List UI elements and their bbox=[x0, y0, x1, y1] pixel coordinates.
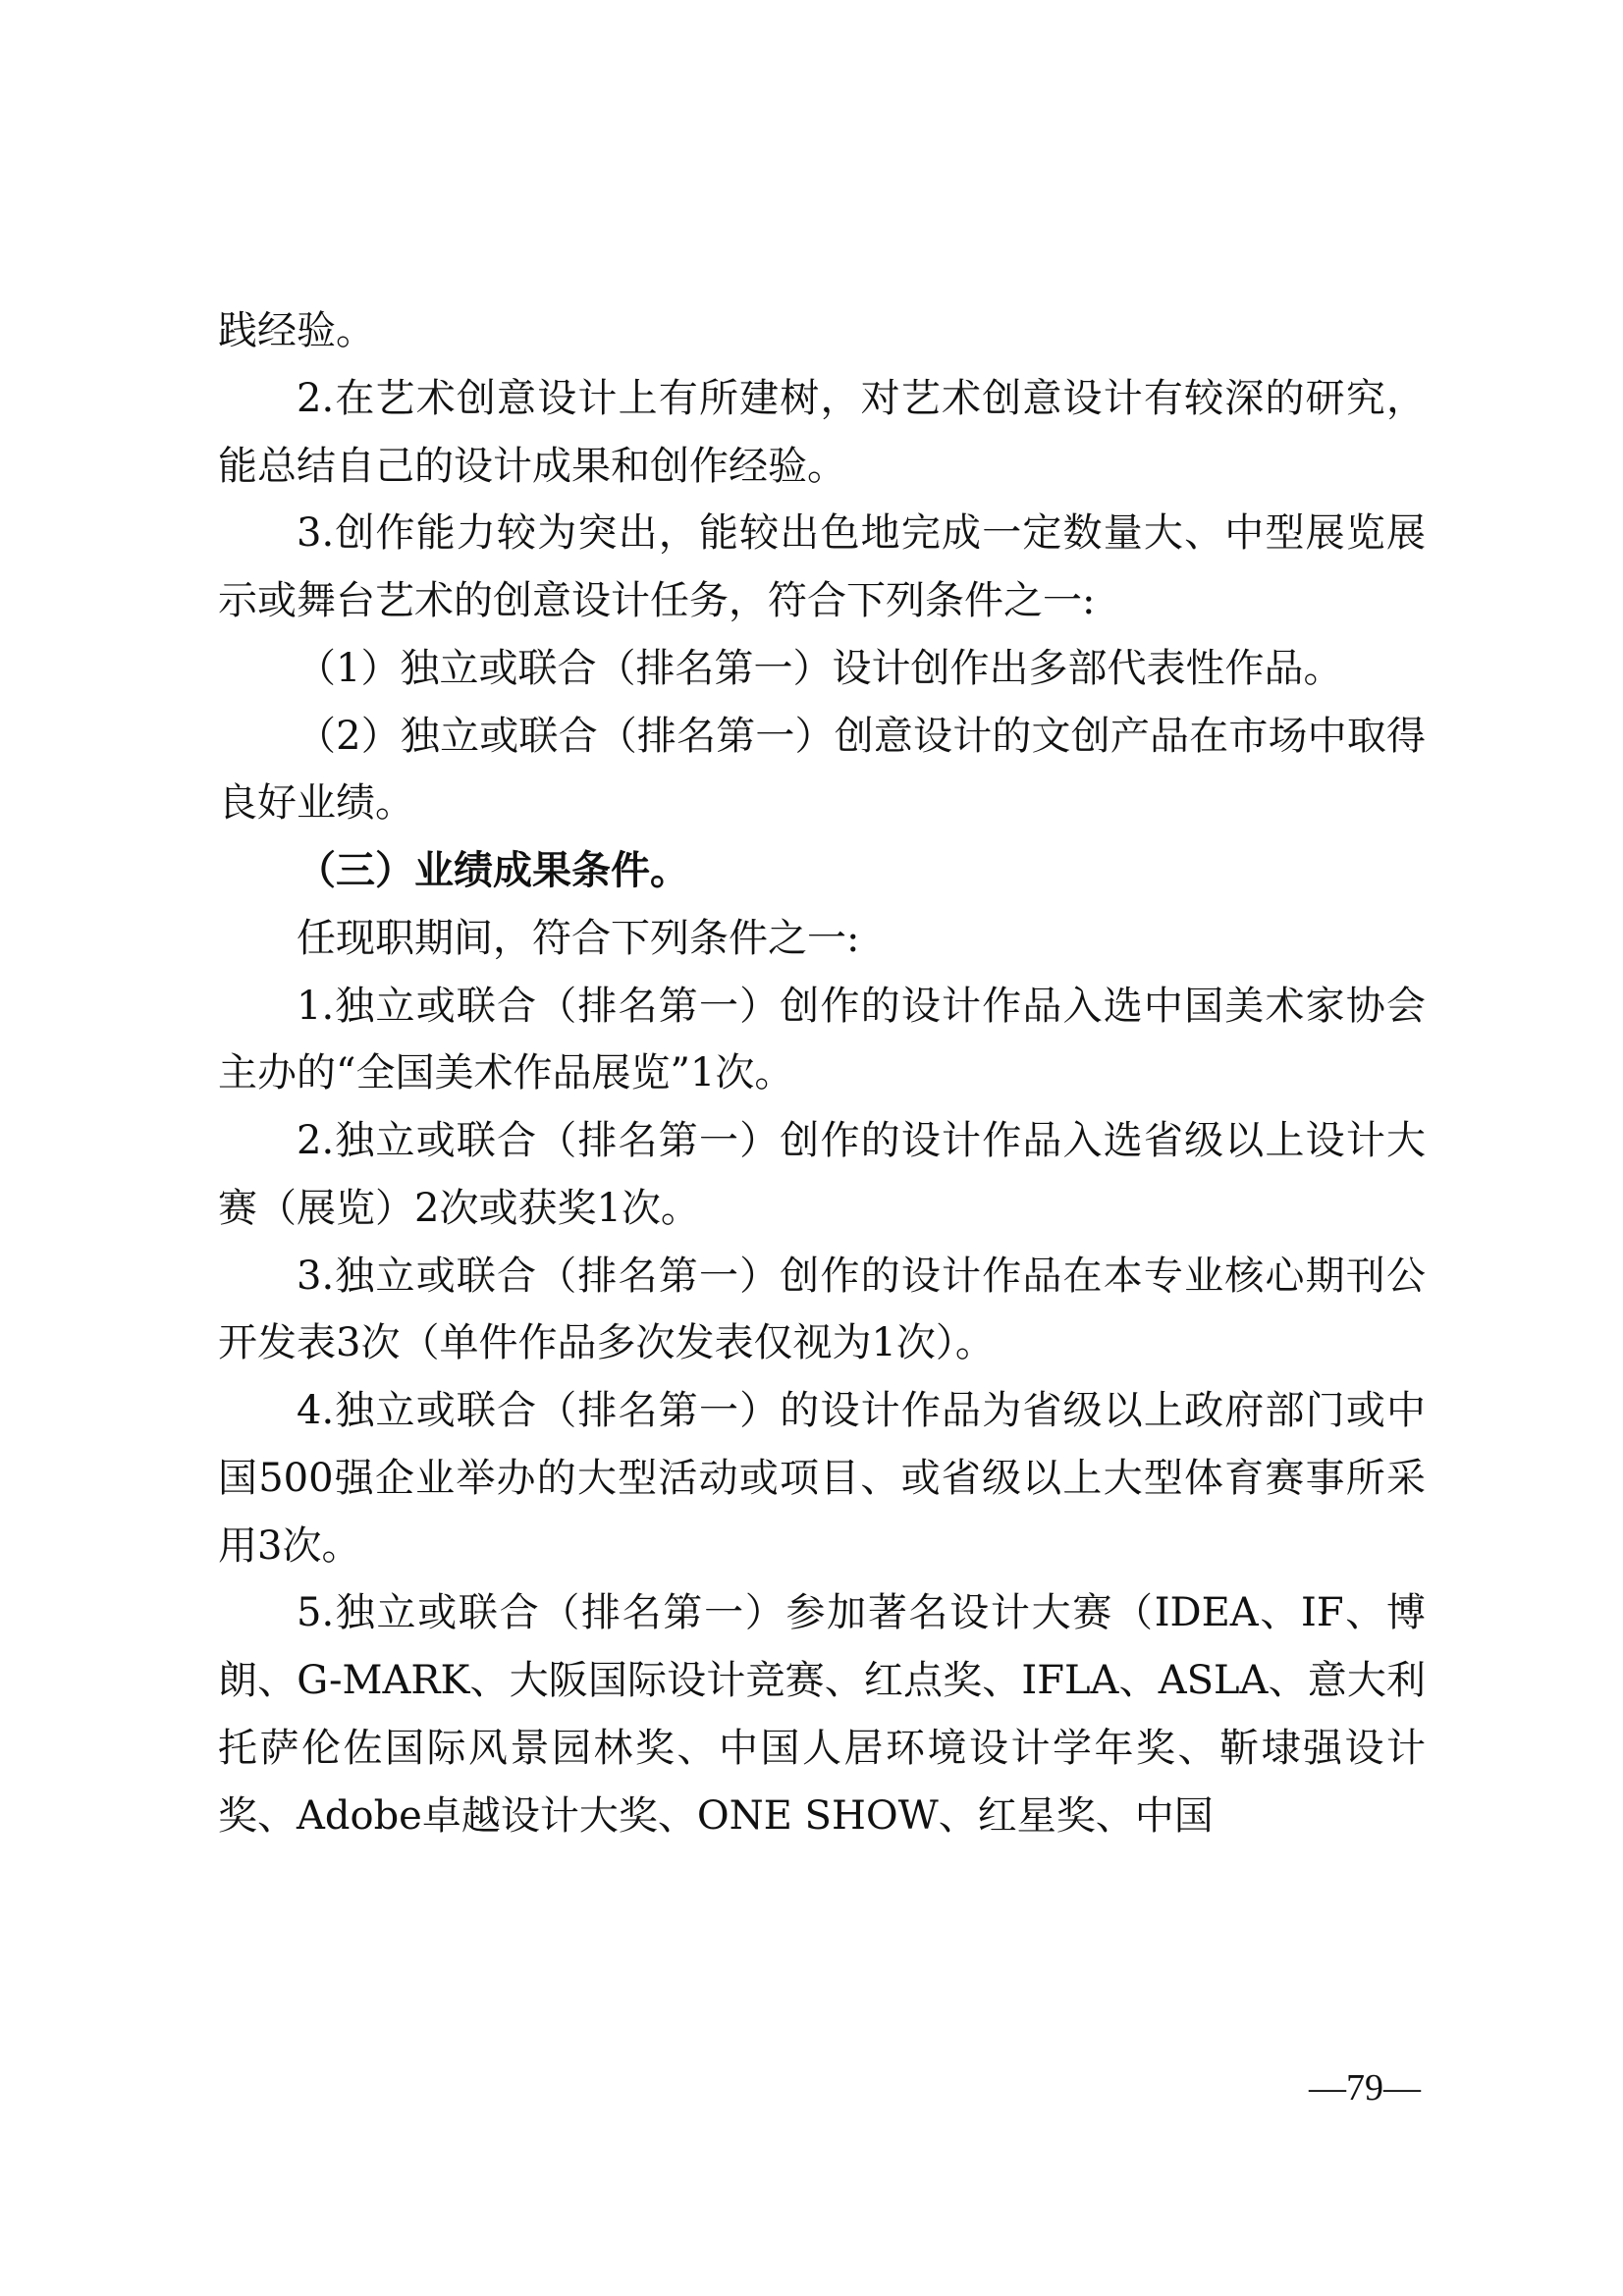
paragraph-item-3: 3.创作能力较为突出，能较出色地完成一定数量大、中型展览展示或舞台艺术的创意设计任务，符合下列条件之一: bbox=[218, 510, 1426, 623]
paragraph-intro: 任现职期间，符合下列条件之一: bbox=[297, 915, 860, 961]
paragraph-achievement-5: 5.独立或联合（排名第一）参加著名设计大赛（IDEA、IF、博朗、G-MARK、大阪国际设计竞赛、红点奖、IFLA、ASLA、意大利托萨伦佐国际风景园林奖、中国人居环境设计学年奖、靳埭强设计奖、Adobe卓越设计大奖、ONE SHOW、红星奖、中国 bbox=[218, 1590, 1426, 1839]
paragraph-item-2: 2.在艺术创意设计上有所建树，对艺术创意设计有较深的研究，能总结自己的设计成果和创作经验。 bbox=[218, 375, 1426, 489]
body-text bbox=[218, 297, 1426, 1849]
paragraph-achievement-3: 3.独立或联合（排名第一）创作的设计作品在本专业核心期刊公开发表3次（单件作品多次发表仅视为1次）。 bbox=[218, 1253, 1426, 1366]
paragraph-achievement-1: 1.独立或联合（排名第一）创作的设计作品入选中国美术家协会主办的“全国美术作品展览”1次。 bbox=[218, 983, 1426, 1096]
paragraph-subitem-1: （1）独立或联合（排名第一）设计创作出多部代表性作品。 bbox=[297, 645, 1343, 691]
paragraph-subitem-2: （2）独立或联合（排名第一）创意设计的文创产品在市场中取得良好业绩。 bbox=[218, 713, 1426, 827]
paragraph-continuation: 践经验。 bbox=[218, 308, 375, 353]
page-number: —79— bbox=[1309, 2067, 1421, 2109]
section-heading: （三）业绩成果条件。 bbox=[297, 847, 689, 893]
paragraph-achievement-2: 2.独立或联合（排名第一）创作的设计作品入选省级以上设计大赛（展览）2次或获奖1次。 bbox=[218, 1118, 1426, 1231]
paragraph-achievement-4: 4.独立或联合（排名第一）的设计作品为省级以上政府部门或中国500强企业举办的大型活动或项目、或省级以上大型体育赛事所采用3次。 bbox=[218, 1388, 1426, 1569]
